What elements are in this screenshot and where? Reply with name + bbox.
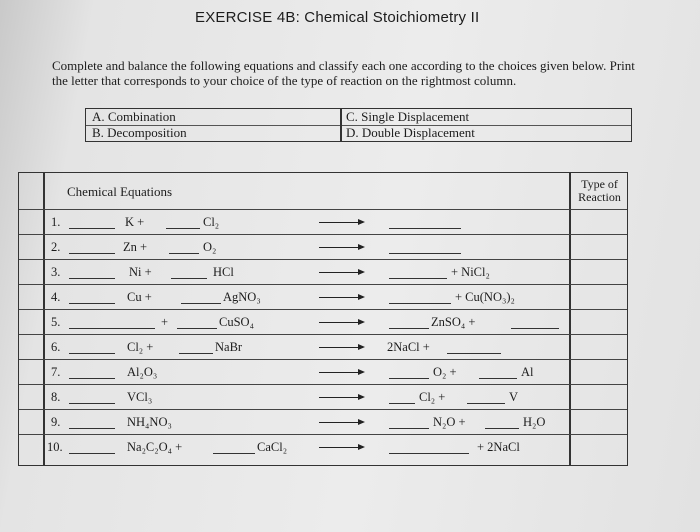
yields-arrow	[319, 297, 363, 298]
equation-row-6	[19, 336, 579, 360]
answer-blank[interactable]	[69, 353, 115, 354]
product-1: O₂ +	[433, 365, 457, 379]
equation-row-1	[19, 211, 579, 235]
reactant-1: VCl₃	[127, 390, 153, 404]
reactant-2: NaBr	[215, 340, 243, 354]
divider	[340, 109, 342, 141]
header-type-of-reaction: Type of Reaction	[578, 177, 621, 204]
answer-blank[interactable]	[389, 328, 429, 329]
row-number: 3.	[51, 265, 61, 279]
answer-blank[interactable]	[69, 453, 115, 454]
reactant-1: +	[161, 315, 169, 329]
header-chemical-equations: Chemical Equations	[67, 184, 173, 199]
answer-blank[interactable]	[511, 328, 559, 329]
reactant-1: Cu +	[127, 290, 152, 304]
row-number: 5.	[51, 315, 61, 329]
yields-arrow	[319, 272, 363, 273]
page-title: EXERCISE 4B: Chemical Stoichiometry II	[195, 9, 480, 26]
answer-blank[interactable]	[69, 278, 115, 279]
answer-blank[interactable]	[389, 278, 447, 279]
equation-row-10	[19, 436, 579, 460]
product-1: N₂O +	[433, 415, 466, 429]
answer-blank[interactable]	[69, 253, 115, 254]
answer-blank[interactable]	[447, 353, 501, 354]
equation-row-4	[19, 286, 579, 310]
row-number: 7.	[51, 365, 61, 379]
answer-blank[interactable]	[479, 378, 517, 379]
equation-row-8	[19, 386, 579, 410]
instructions: Complete and balance the following equations and classify each one according to the choices given below. Print the letter that corresponds to your choice of the type of reaction on the rightmost column.	[52, 58, 635, 88]
reactant-1: Zn +	[123, 240, 148, 254]
reactant-1: Ni +	[129, 265, 152, 279]
row-number: 10.	[47, 440, 63, 454]
answer-blank[interactable]	[69, 228, 115, 229]
row-number: 1.	[51, 215, 61, 229]
product-2: + Cu(NO₃)₂	[455, 290, 515, 304]
answer-blank[interactable]	[69, 328, 155, 329]
choice-double-displacement: D. Double Displacement	[346, 125, 475, 140]
yields-arrow	[319, 222, 363, 223]
product-2: + 2NaCl	[477, 440, 520, 454]
answer-blank[interactable]	[389, 453, 469, 454]
product-1: 2NaCl +	[387, 340, 430, 354]
answer-blank[interactable]	[69, 378, 115, 379]
answer-blank[interactable]	[69, 428, 115, 429]
answer-blank[interactable]	[166, 228, 200, 229]
yields-arrow	[319, 397, 363, 398]
product-2: Al	[521, 365, 534, 379]
row-number: 2.	[51, 240, 61, 254]
reactant-1: Na₂C₂O₄ +	[127, 440, 183, 454]
reactant-2: O₂	[203, 240, 217, 254]
equation-row-2	[19, 236, 579, 260]
answer-blank[interactable]	[171, 278, 207, 279]
divider	[19, 209, 627, 210]
row-number: 8.	[51, 390, 61, 404]
answer-blank[interactable]	[389, 403, 415, 404]
yields-arrow	[319, 447, 363, 448]
answer-blank[interactable]	[181, 303, 221, 304]
row-number: 9.	[51, 415, 61, 429]
product-1: Cl₂ +	[419, 390, 446, 404]
answer-blank[interactable]	[467, 403, 505, 404]
answer-blank[interactable]	[169, 253, 199, 254]
reaction-types-legend	[85, 108, 632, 142]
choice-combination: A. Combination	[92, 109, 176, 124]
answer-blank[interactable]	[389, 378, 429, 379]
answer-blank[interactable]	[389, 428, 429, 429]
reactant-1: Al₂O₃	[127, 365, 158, 379]
answer-blank[interactable]	[179, 353, 213, 354]
reactant-2: HCl	[213, 265, 234, 279]
reactant-2: CuSO₄	[219, 315, 254, 329]
reactant-2: Cl₂	[203, 215, 220, 229]
equation-row-9	[19, 411, 579, 435]
equation-row-3	[19, 261, 579, 285]
equation-row-5	[19, 311, 579, 335]
answer-blank[interactable]	[485, 428, 519, 429]
row-number: 4.	[51, 290, 61, 304]
product-2: H₂O	[523, 415, 546, 429]
reactant-2: CaCl₂	[257, 440, 288, 454]
answer-blank[interactable]	[69, 303, 115, 304]
answer-blank[interactable]	[69, 403, 115, 404]
reactant-1: K +	[125, 215, 145, 229]
yields-arrow	[319, 322, 363, 323]
product-2: V	[509, 390, 519, 404]
yields-arrow	[319, 372, 363, 373]
row-number: 6.	[51, 340, 61, 354]
answer-blank[interactable]	[213, 453, 255, 454]
yields-arrow	[319, 247, 363, 248]
answer-blank[interactable]	[389, 303, 451, 304]
product-1: ZnSO₄ +	[431, 315, 476, 329]
reactant-1: NH₄NO₃	[127, 415, 172, 429]
equation-row-7	[19, 361, 579, 385]
reactant-2: AgNO₃	[223, 290, 261, 304]
answer-blank[interactable]	[177, 328, 217, 329]
answer-blank[interactable]	[389, 228, 461, 229]
choice-single-displacement: C. Single Displacement	[346, 109, 470, 124]
yields-arrow	[319, 422, 363, 423]
product-2: + NiCl₂	[451, 265, 490, 279]
yields-arrow	[319, 347, 363, 348]
choice-decomposition: B. Decomposition	[92, 125, 187, 140]
reactant-1: Cl₂ +	[127, 340, 154, 354]
equations-table	[18, 172, 628, 466]
answer-blank[interactable]	[389, 253, 461, 254]
